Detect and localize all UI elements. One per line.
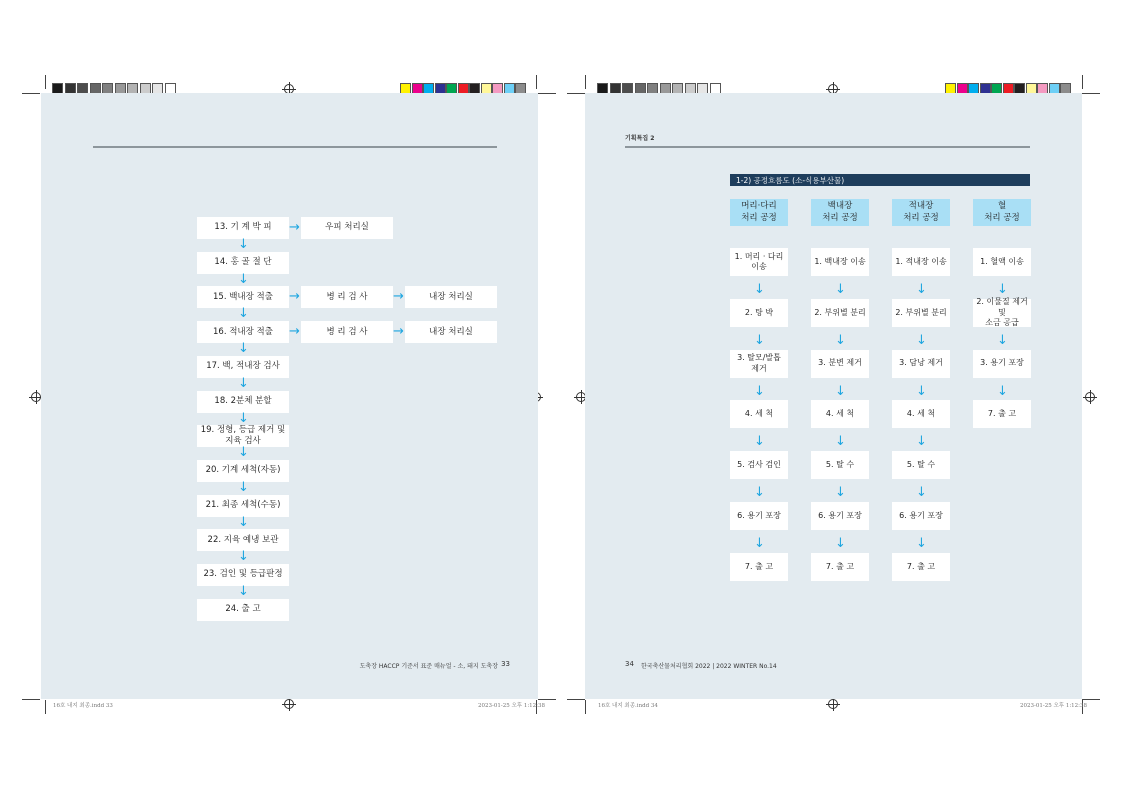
branch-step: 우피 처리실 — [301, 217, 393, 239]
down-arrow-icon: ↓ — [754, 282, 765, 297]
column-header: 백내장 처리 공정 — [811, 199, 869, 226]
down-arrow-icon: ↓ — [238, 584, 249, 599]
slug-file-left: 16호 내지 최종.indd 33 — [53, 703, 113, 709]
crop-mark — [538, 699, 556, 700]
footer-running-title: 도축장 HACCP 기준서 표준 매뉴얼 - 소, 돼지 도축장 — [359, 663, 498, 670]
down-arrow-icon: ↓ — [997, 332, 1008, 348]
right-arrow-icon: → — [393, 289, 404, 305]
process-step: 3. 용기 포장 — [973, 350, 1031, 378]
process-step: 22. 지육 예냉 보관 — [197, 529, 289, 551]
process-step: 19. 정형, 등급 제거 및 지육 검사 — [197, 425, 289, 447]
process-step: 5. 탈 수 — [892, 451, 950, 479]
process-step: 4. 세 척 — [730, 400, 788, 428]
crop-mark — [1082, 93, 1100, 94]
down-arrow-icon: ↓ — [997, 383, 1008, 399]
process-step: 7. 출 고 — [892, 553, 950, 581]
process-step: 20. 기계 세척(자동) — [197, 460, 289, 482]
down-arrow-icon: ↓ — [238, 271, 249, 287]
crop-mark — [585, 700, 586, 714]
process-step: 16. 적내장 적출 — [197, 321, 289, 343]
right-arrow-icon: → — [393, 324, 404, 340]
right-arrow-icon: → — [289, 220, 300, 235]
crop-mark — [585, 75, 586, 89]
down-arrow-icon: ↓ — [916, 536, 927, 551]
process-step: 24. 출 고 — [197, 599, 289, 621]
top-rule — [93, 146, 497, 148]
column-header: 적내장 처리 공정 — [892, 199, 950, 226]
branch-step: 내장 처리실 — [405, 286, 497, 308]
process-step: 21. 최종 세척(수동) — [197, 495, 289, 517]
down-arrow-icon: ↓ — [835, 332, 846, 348]
process-step: 13. 기 계 박 피 — [197, 217, 289, 239]
left-page — [41, 93, 538, 699]
process-step: 3. 담낭 제거 — [892, 350, 950, 378]
crop-mark — [22, 93, 40, 94]
process-step: 23. 검인 및 등급판정 — [197, 564, 289, 586]
footer-running-title: 한국축산물처리협회 2022 | 2022 WINTER No.14 — [641, 663, 777, 670]
down-arrow-icon: ↓ — [238, 306, 249, 322]
crop-mark — [567, 699, 585, 700]
registration-mark-icon — [284, 699, 294, 709]
down-arrow-icon: ↓ — [916, 485, 927, 501]
process-step: 4. 세 척 — [811, 400, 869, 428]
process-step: 3. 탈모/발톱 제거 — [730, 350, 788, 378]
page-number: 34 — [625, 660, 634, 668]
process-step: 15. 백내장 적출 — [197, 286, 289, 308]
down-arrow-icon: ↓ — [238, 410, 249, 426]
crop-mark — [567, 93, 585, 94]
crop-mark — [1082, 699, 1100, 700]
down-arrow-icon: ↓ — [835, 485, 846, 501]
process-step: 18. 2분체 분할 — [197, 391, 289, 413]
down-arrow-icon: ↓ — [238, 237, 249, 252]
branch-step: 병 리 검 사 — [301, 286, 393, 308]
down-arrow-icon: ↓ — [916, 434, 927, 450]
process-step: 6. 용기 포장 — [811, 502, 869, 530]
crop-mark — [1082, 75, 1083, 89]
process-step: 6. 용기 포장 — [730, 502, 788, 530]
branch-step: 병 리 검 사 — [301, 321, 393, 343]
down-arrow-icon: ↓ — [754, 536, 765, 551]
process-step: 1. 혈액 이송 — [973, 248, 1031, 276]
down-arrow-icon: ↓ — [835, 282, 846, 297]
down-arrow-icon: ↓ — [238, 375, 249, 391]
slug-date-left: 2023-01-25 오후 1:12:38 — [478, 703, 546, 709]
crop-mark — [45, 75, 46, 89]
crop-mark — [45, 700, 46, 714]
down-arrow-icon: ↓ — [916, 383, 927, 399]
page-number: 33 — [501, 660, 510, 668]
process-step: 17. 백, 적내장 검사 — [197, 356, 289, 378]
process-step: 2. 탕 박 — [730, 299, 788, 327]
process-step: 1. 머리 · 다리 이송 — [730, 248, 788, 276]
down-arrow-icon: ↓ — [754, 434, 765, 450]
down-arrow-icon: ↓ — [754, 383, 765, 399]
process-step: 1. 적내장 이송 — [892, 248, 950, 276]
crop-mark — [538, 93, 556, 94]
process-step: 2. 부위별 분리 — [892, 299, 950, 327]
down-arrow-icon: ↓ — [997, 282, 1008, 297]
down-arrow-icon: ↓ — [238, 341, 249, 357]
down-arrow-icon: ↓ — [238, 514, 249, 530]
right-arrow-icon: → — [289, 289, 300, 305]
down-arrow-icon: ↓ — [835, 536, 846, 551]
section-label: 기획특집 2 — [625, 135, 655, 142]
down-arrow-icon: ↓ — [754, 485, 765, 501]
down-arrow-icon: ↓ — [238, 549, 249, 565]
right-page — [585, 93, 1082, 699]
process-step: 1. 백내장 이송 — [811, 248, 869, 276]
section-title-bar: 1-2) 공정흐름도 (소-식용부산물) — [730, 174, 1030, 186]
process-step: 7. 출 고 — [973, 400, 1031, 428]
down-arrow-icon: ↓ — [238, 479, 249, 495]
process-step: 4. 세 척 — [892, 400, 950, 428]
top-rule — [625, 146, 1030, 148]
process-step: 14. 홍 골 절 단 — [197, 252, 289, 274]
column-header: 머리·다리 처리 공정 — [730, 199, 788, 226]
crop-mark — [22, 699, 40, 700]
process-step: 5. 검사 검인 — [730, 451, 788, 479]
process-step: 7. 출 고 — [811, 553, 869, 581]
registration-mark-icon — [31, 392, 41, 402]
column-header: 혈 처리 공정 — [973, 199, 1031, 226]
down-arrow-icon: ↓ — [238, 445, 249, 461]
down-arrow-icon: ↓ — [754, 332, 765, 348]
process-step: 2. 이물질 제거 및 소금 공급 — [973, 299, 1031, 327]
registration-mark-icon — [1085, 392, 1095, 402]
down-arrow-icon: ↓ — [916, 332, 927, 348]
slug-file-right: 16호 내지 최종.indd 34 — [598, 703, 658, 709]
down-arrow-icon: ↓ — [916, 282, 927, 297]
branch-step: 내장 처리실 — [405, 321, 497, 343]
down-arrow-icon: ↓ — [835, 434, 846, 450]
down-arrow-icon: ↓ — [835, 383, 846, 399]
process-step: 3. 분변 제거 — [811, 350, 869, 378]
registration-mark-icon — [828, 699, 838, 709]
slug-date-right: 2023-01-25 오후 1:12:38 — [1020, 703, 1088, 709]
right-arrow-icon: → — [289, 324, 300, 340]
process-step: 7. 출 고 — [730, 553, 788, 581]
process-step: 6. 용기 포장 — [892, 502, 950, 530]
crop-mark — [536, 75, 537, 89]
process-step: 2. 부위별 분리 — [811, 299, 869, 327]
process-step: 5. 탈 수 — [811, 451, 869, 479]
